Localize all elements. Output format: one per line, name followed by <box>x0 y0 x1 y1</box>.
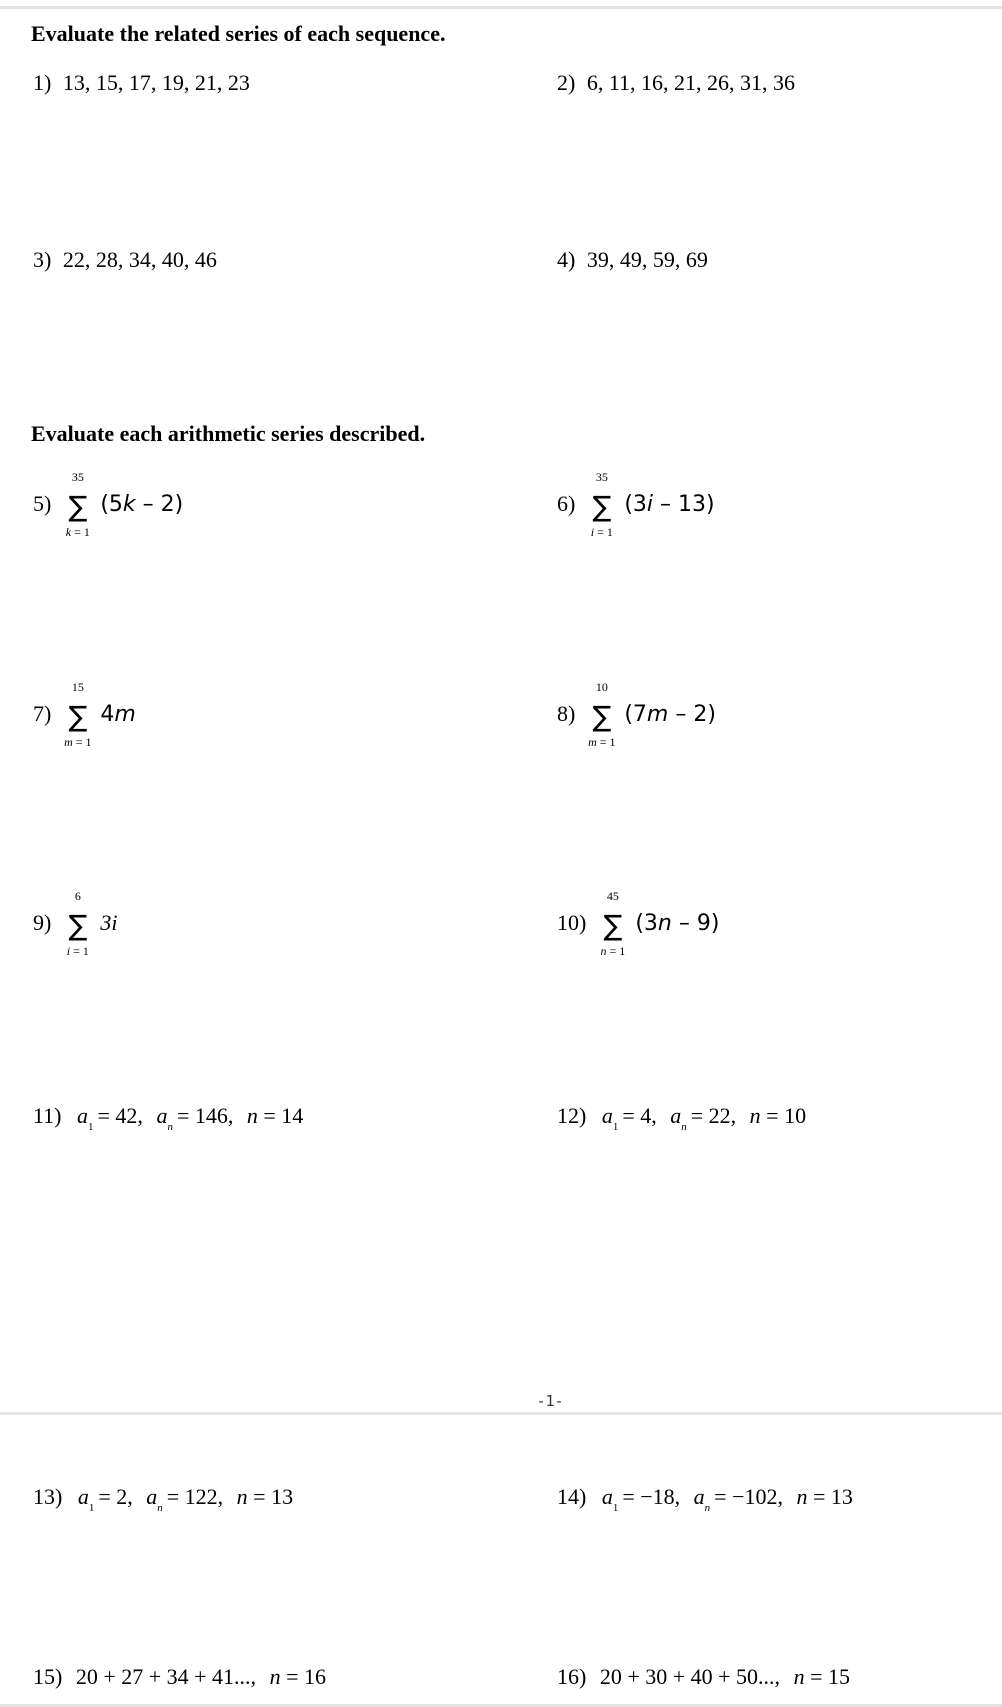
index-var: k <box>65 525 72 539</box>
sum-upper-limit: 15 <box>71 680 84 694</box>
problem-14 <box>557 1484 853 1514</box>
sum-expression: (3n – 9) <box>635 911 720 937</box>
last-term-value: = 22, <box>690 1103 737 1128</box>
subscript-n: n <box>167 1121 173 1133</box>
sequence-text: 39, 49, 59, 69 <box>586 247 708 272</box>
first-term-value: = 4, <box>622 1103 657 1128</box>
problem-7 <box>33 680 136 749</box>
first-term <box>77 1103 143 1133</box>
page-top-edge <box>0 6 1002 9</box>
sum-expression: (5k – 2) <box>100 492 184 518</box>
term-count <box>237 1484 293 1509</box>
subscript-n: n <box>681 1121 687 1133</box>
var-n: n <box>749 1103 761 1128</box>
last-term <box>693 1484 783 1514</box>
problem-number: 12) <box>557 1103 587 1128</box>
sum-expression: (7m – 2) <box>624 702 716 728</box>
series-text: 20 + 27 + 34 + 41..., <box>75 1664 257 1689</box>
first-term-value: = 2, <box>98 1484 133 1509</box>
problem-9 <box>33 889 118 958</box>
term-count-value: = 13 <box>812 1484 853 1509</box>
last-term-value: = −102, <box>714 1484 783 1509</box>
problem-10 <box>557 889 720 958</box>
sum-upper-limit: 35 <box>595 470 608 484</box>
subscript-1: 1 <box>88 1121 94 1133</box>
index-var: i <box>590 525 595 539</box>
sigma-icon: ∑ <box>592 490 612 523</box>
last-term-value: = 146, <box>176 1103 234 1128</box>
sigma-icon: ∑ <box>603 909 623 942</box>
subscript-n: n <box>157 1502 163 1514</box>
var-n: n <box>793 1664 805 1689</box>
problem-number: 8) <box>557 701 576 727</box>
first-term-value: = −18, <box>622 1484 681 1509</box>
index-start: = 1 <box>596 735 616 749</box>
section-title-arithmetic: Evaluate each arithmetic series described. <box>31 421 426 446</box>
problem-number: 16) <box>557 1664 587 1689</box>
problem-1 <box>33 72 250 94</box>
summation <box>63 470 93 539</box>
summation <box>63 680 93 749</box>
series-text: 20 + 30 + 40 + 50..., <box>599 1664 781 1689</box>
var-a: a <box>601 1484 613 1509</box>
sum-lower-limit <box>587 526 617 538</box>
index-var: m <box>588 735 597 749</box>
sequence-text: 13, 15, 17, 19, 21, 23 <box>62 70 250 95</box>
sum-expression: 3i <box>100 910 118 936</box>
problem-13 <box>33 1484 294 1514</box>
term-count-value: = 10 <box>766 1103 807 1128</box>
problem-15 <box>33 1666 326 1688</box>
term-count-value: = 16 <box>286 1664 326 1689</box>
var-n: n <box>796 1484 808 1509</box>
problem-6 <box>557 470 715 539</box>
problem-number: 14) <box>557 1484 587 1509</box>
last-term-value: = 122, <box>166 1484 224 1509</box>
subscript-1: 1 <box>612 1121 619 1133</box>
problem-number: 13) <box>33 1484 63 1509</box>
problem-12 <box>557 1103 807 1133</box>
sequence-text: 6, 11, 16, 21, 26, 31, 36 <box>586 70 796 95</box>
sum-lower-limit <box>63 736 93 748</box>
sum-lower-limit <box>598 945 628 957</box>
last-term <box>156 1103 234 1133</box>
term-count-value: = 14 <box>263 1103 304 1128</box>
var-a: a <box>77 1103 89 1128</box>
index-start: = 1 <box>606 944 626 958</box>
index-var: i <box>66 944 71 958</box>
problem-16 <box>557 1666 850 1688</box>
var-a: a <box>693 1484 705 1509</box>
summation <box>587 680 617 749</box>
sigma-icon: ∑ <box>68 909 88 942</box>
sigma-icon: ∑ <box>592 700 612 733</box>
sum-expression: 4m <box>100 702 136 728</box>
sum-upper-limit: 10 <box>595 680 608 694</box>
section-title-sequences: Evaluate the related series of each sequence. <box>31 21 446 46</box>
var-a: a <box>156 1103 168 1128</box>
var-a: a <box>670 1103 682 1128</box>
problem-number: 11) <box>33 1103 62 1128</box>
problem-2 <box>557 72 795 94</box>
sigma-icon: ∑ <box>68 700 88 733</box>
var-n: n <box>246 1103 258 1128</box>
last-term <box>670 1103 737 1133</box>
summation <box>598 889 628 958</box>
problem-number: 9) <box>33 910 52 936</box>
sum-lower-limit <box>587 736 617 748</box>
index-var: m <box>64 735 73 749</box>
sum-upper-limit: 6 <box>74 889 81 903</box>
var-n: n <box>236 1484 248 1509</box>
sum-expression: (3i – 13) <box>624 492 715 518</box>
problem-number: 3) <box>33 247 52 272</box>
problem-number: 10) <box>557 910 587 936</box>
var-a: a <box>77 1484 89 1509</box>
var-a: a <box>146 1484 158 1509</box>
first-term <box>601 1484 681 1514</box>
first-term-value: = 42, <box>97 1103 143 1128</box>
sum-upper-limit: 35 <box>71 470 84 484</box>
sum-lower-limit <box>63 526 93 538</box>
problem-11 <box>33 1103 304 1133</box>
sigma-icon: ∑ <box>68 490 88 523</box>
problem-number: 4) <box>557 247 576 272</box>
sequence-text: 22, 28, 34, 40, 46 <box>62 247 217 272</box>
first-term <box>77 1484 133 1514</box>
subscript-1: 1 <box>88 1502 95 1514</box>
page-number: -1- <box>536 1392 564 1410</box>
problem-4 <box>557 249 708 271</box>
page-break-edge <box>0 1412 1002 1415</box>
index-start: = 1 <box>72 735 92 749</box>
term-count <box>794 1664 850 1689</box>
term-count-value: = 13 <box>253 1484 294 1509</box>
problem-number: 15) <box>33 1664 63 1689</box>
problem-number: 6) <box>557 491 576 517</box>
problem-5 <box>33 470 184 539</box>
problem-8 <box>557 680 716 749</box>
first-term <box>601 1103 657 1133</box>
term-count-value: = 15 <box>810 1664 850 1689</box>
var-a: a <box>601 1103 613 1128</box>
summation <box>587 470 617 539</box>
problem-3 <box>33 249 217 271</box>
var-n: n <box>269 1664 281 1689</box>
sum-lower-limit <box>63 945 93 957</box>
index-start: = 1 <box>71 525 90 539</box>
problem-number: 7) <box>33 701 52 727</box>
term-count <box>270 1664 326 1689</box>
problem-number: 2) <box>557 70 576 95</box>
problem-number: 5) <box>33 491 52 517</box>
index-start: = 1 <box>70 944 89 958</box>
last-term <box>146 1484 224 1514</box>
term-count <box>750 1103 806 1128</box>
sum-upper-limit: 45 <box>606 889 619 903</box>
subscript-1: 1 <box>612 1502 619 1514</box>
term-count <box>247 1103 303 1128</box>
index-var: n <box>600 944 607 958</box>
term-count <box>796 1484 852 1509</box>
subscript-n: n <box>704 1502 711 1514</box>
summation <box>63 889 93 958</box>
index-start: = 1 <box>594 525 613 539</box>
problem-number: 1) <box>33 70 52 95</box>
